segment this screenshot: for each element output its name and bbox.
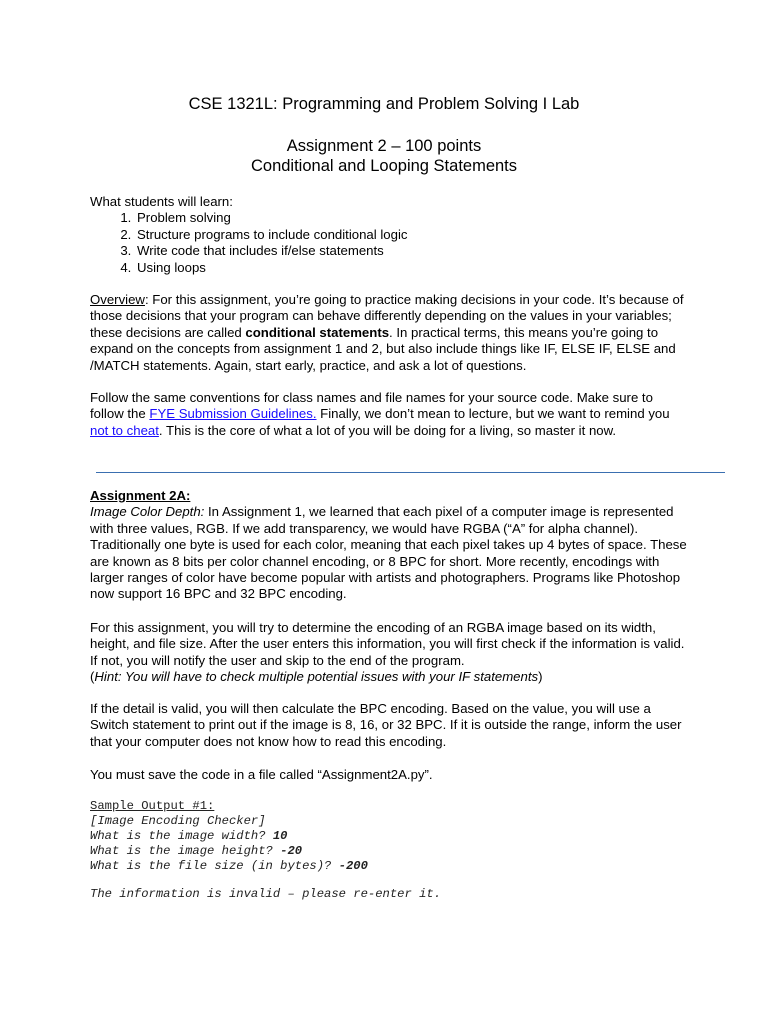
conventions-text-continued: Finally, we don’t mean to lecture, but we want to remind you bbox=[316, 406, 670, 422]
assignment-2a-section bbox=[90, 488, 690, 603]
sample-input: -200 bbox=[338, 859, 368, 873]
submission-guidelines-link[interactable]: FYE Submission Guidelines. bbox=[149, 406, 317, 422]
not-to-cheat-link[interactable]: not to cheat bbox=[90, 422, 159, 438]
conventions-text: Follow the same conventions for class names and file names for your source code. Make sure to follow the bbox=[90, 390, 653, 422]
task-paragraph bbox=[90, 620, 690, 686]
sample-prompt: What is the image width? bbox=[90, 829, 273, 843]
conventions-paragraph bbox=[90, 390, 690, 439]
overview-paragraph bbox=[90, 292, 690, 374]
sample-invalid-message: The information is invalid – please re-enter it. bbox=[90, 887, 442, 901]
assignment-2a-intro bbox=[90, 504, 690, 602]
sample-line bbox=[90, 844, 690, 859]
sample-input: 10 bbox=[272, 829, 288, 843]
bpc-paragraph: If the detail is valid, you will then calculate the BPC encoding. Based on the value, you will use a Switch statement to print out if the image is 8, 16, or 32 BPC. If it is outside the range, inform the user that your computer does not know how to read this encoding. bbox=[90, 701, 682, 749]
color-depth-text: In Assignment 1, we learned that each pixel of a computer image is represented with three values, RGB. If we add transparency, we would have RGBA (“A” for alpha channel). Traditionally one byte is used for each color, meaning that each pixel takes up 4 bytes of space. These are known as 8 bits per color channel encoding, or 8 BPC for short. More recently, encodings with larger ranges of color have become popular with artists and photographers. Programs like Photoshop now support 16 BPC and 32 BPC encoding. bbox=[90, 504, 687, 602]
learning-objectives bbox=[90, 194, 690, 276]
assignment-2a-heading: Assignment 2A: bbox=[90, 488, 191, 503]
sample-line: [Image Encoding Checker] bbox=[90, 814, 266, 828]
conventions-text-end: . This is the core of what a lot of you will be doing for a living, so master it now. bbox=[158, 422, 617, 438]
sample-output-heading: Sample Output #1: bbox=[90, 799, 215, 813]
overview-label: Overview bbox=[90, 292, 145, 307]
learning-intro: What students will learn: bbox=[90, 194, 233, 209]
overview-text-continued: . In practical terms, this means you’re going to expand on the concepts from assignment 1 and 2, but also include things like IF, ELSE IF, ELSE and /MATCH statements. Again, start early, practice, and ask a lot of questions. bbox=[90, 324, 676, 373]
sample-input: -20 bbox=[280, 844, 303, 858]
sample-line bbox=[90, 829, 690, 844]
overview-text: : For this assignment, you’re going to practice making decisions in your code. It’s because of those decisions that your program can behave differently depending on the values in your variables; these decisions are called bbox=[90, 292, 684, 340]
sample-output bbox=[90, 799, 690, 874]
assignment-subtitle: Conditional and Looping Statements bbox=[250, 157, 518, 175]
hint-text: Hint: You will have to check multiple potential issues with your IF statements bbox=[94, 669, 539, 685]
section-divider-segment bbox=[601, 472, 725, 473]
task-text: For this assignment, you will try to determine the encoding of an RGBA image based on its width, height, and file size. After the user enters this information, you will first check if the information is valid. If not, you will notify the user and skip to the end of the program. bbox=[90, 620, 685, 668]
hint-open-paren: ( bbox=[90, 669, 95, 685]
learning-list bbox=[90, 210, 690, 276]
section-divider bbox=[96, 472, 601, 473]
color-depth-label: Image Color Depth: bbox=[90, 504, 205, 520]
learning-item: 1. Problem solving bbox=[135, 210, 690, 226]
learning-item: 3. Write code that includes if/else statements bbox=[135, 243, 690, 259]
learning-item: 4. Using loops bbox=[135, 260, 690, 276]
learning-item: 2. Structure programs to include conditional logic bbox=[135, 227, 690, 243]
filename-paragraph: You must save the code in a file called “Assignment2A.py”. bbox=[90, 767, 433, 782]
hint-close-paren: ) bbox=[538, 669, 543, 685]
sample-line bbox=[90, 859, 690, 874]
course-title: CSE 1321L: Programming and Problem Solving I Lab bbox=[188, 95, 580, 113]
sample-prompt: What is the file size (in bytes)? bbox=[90, 859, 339, 873]
sample-prompt: What is the image height? bbox=[90, 844, 281, 858]
assignment-title: Assignment 2 – 100 points bbox=[286, 137, 482, 155]
overview-bold-term: conditional statements bbox=[245, 324, 390, 340]
